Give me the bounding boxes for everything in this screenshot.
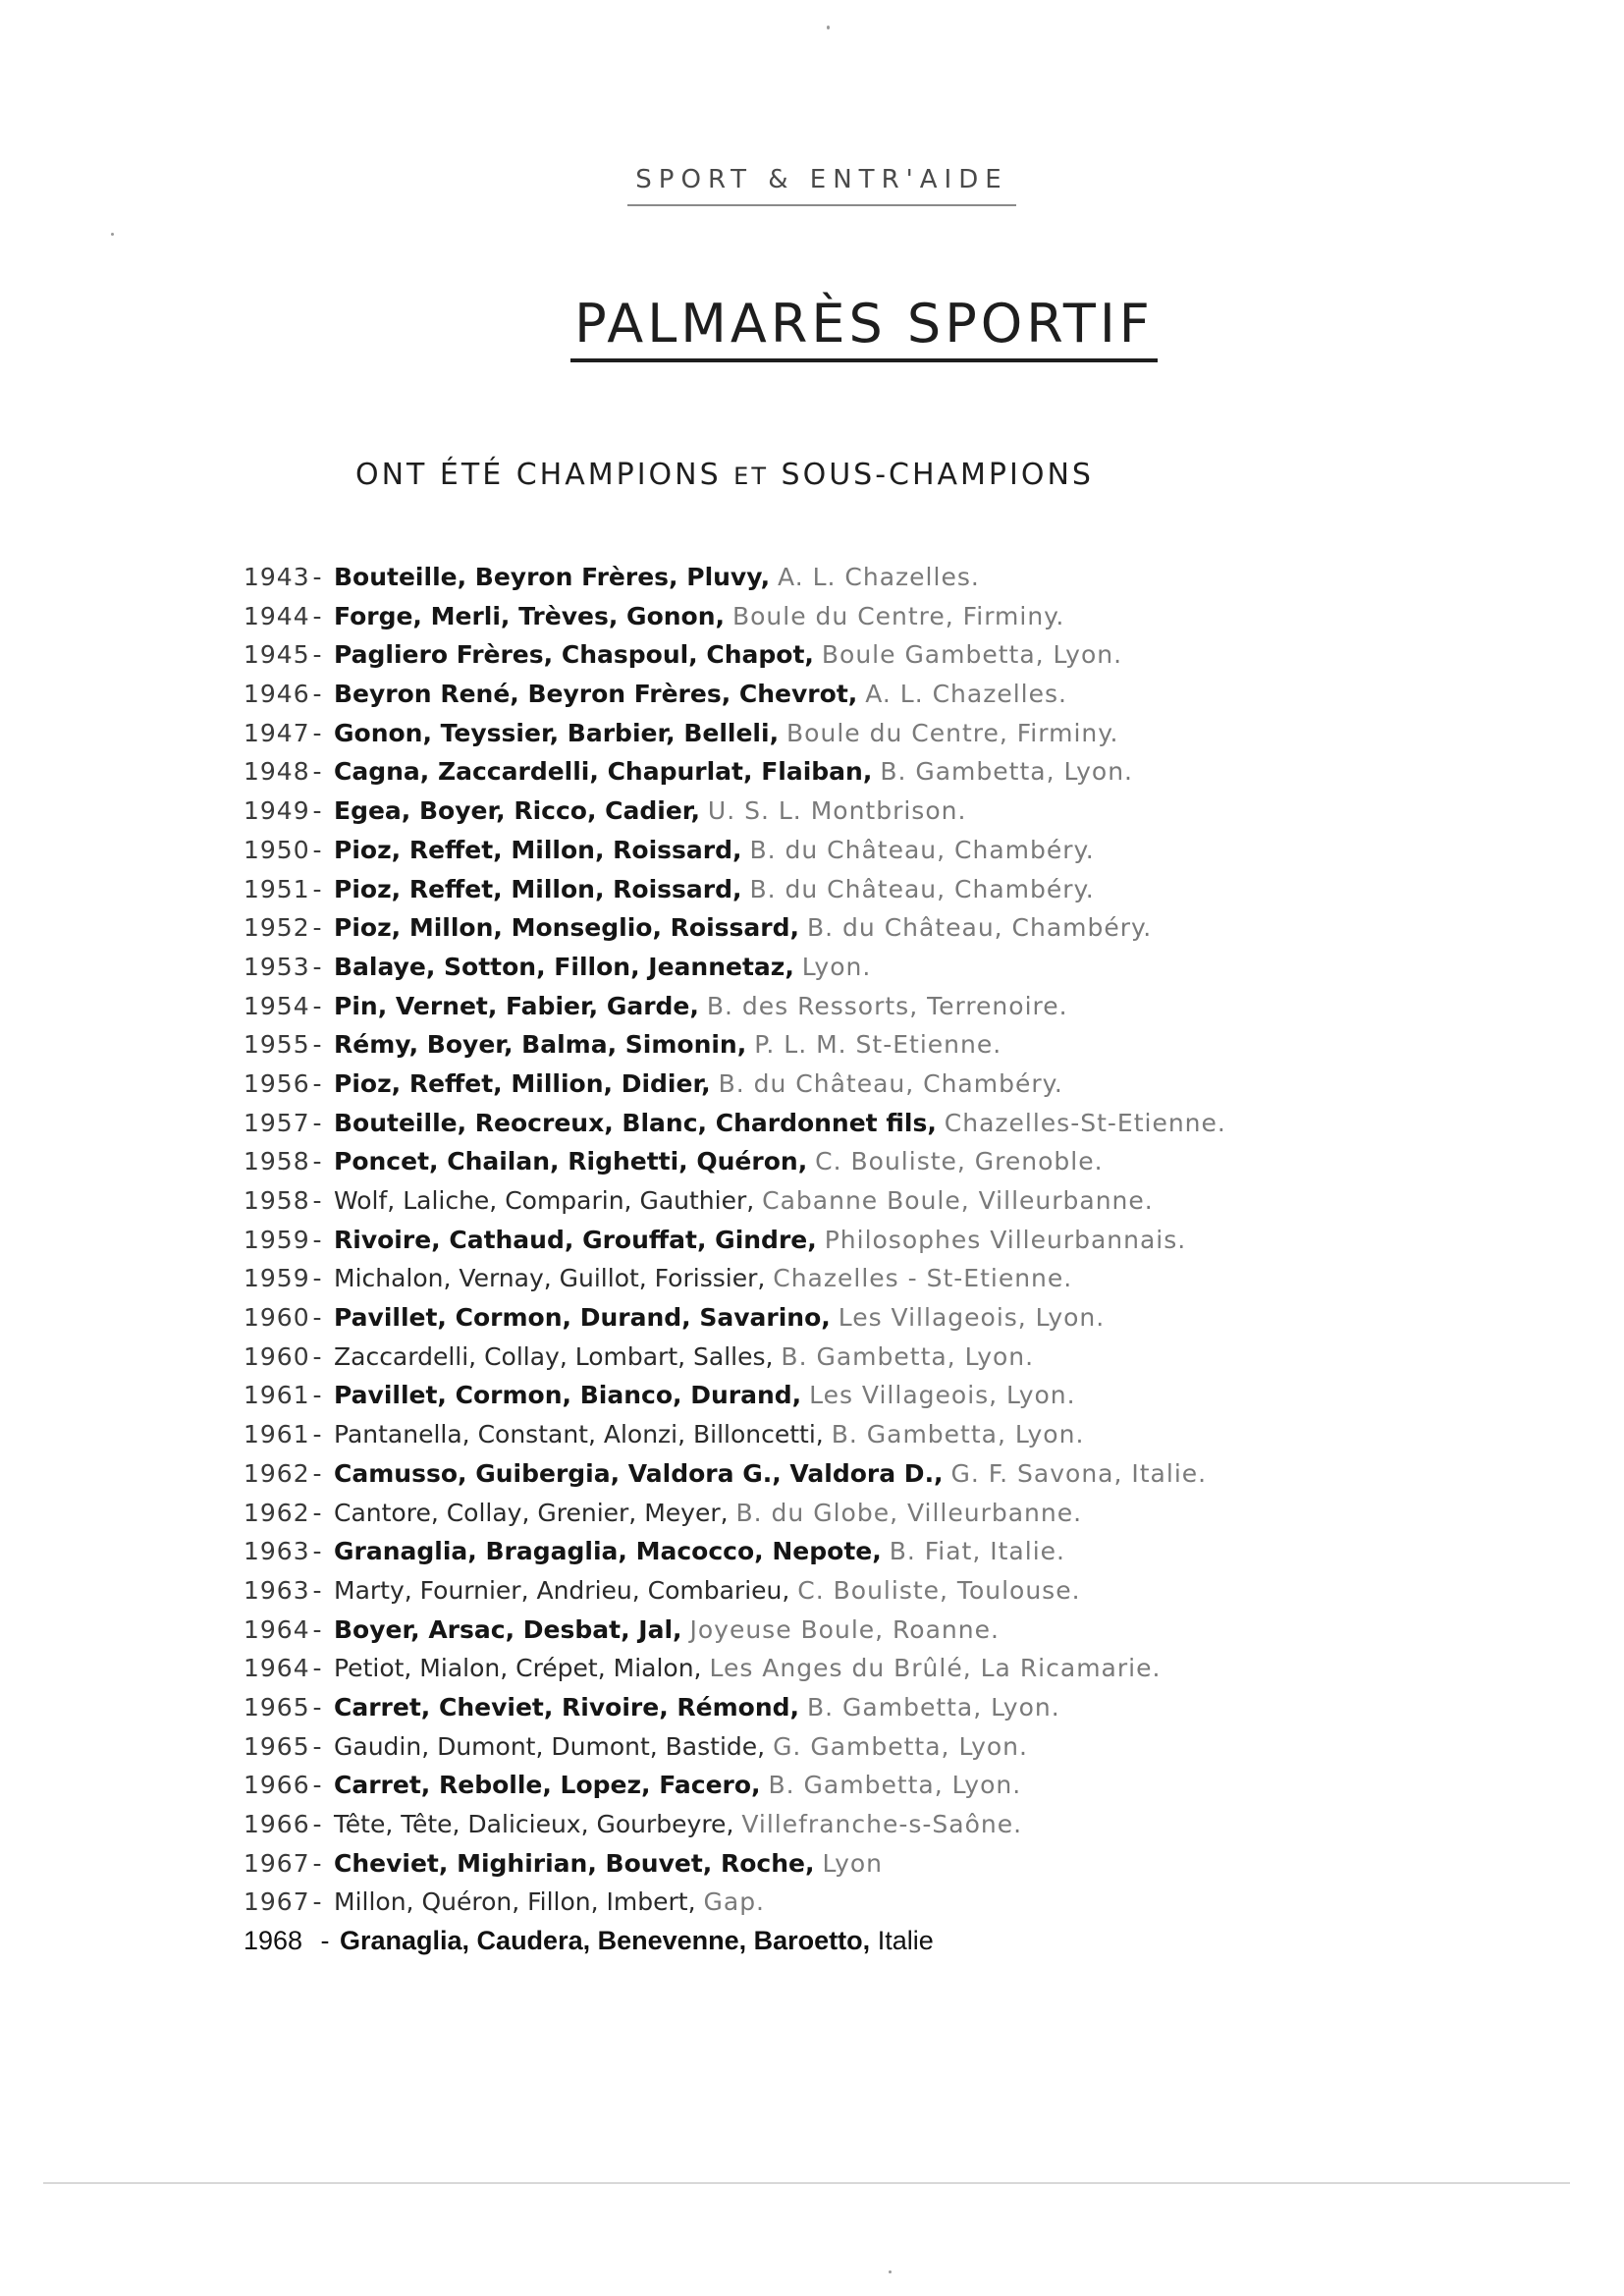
- result-separator: -: [312, 913, 322, 943]
- result-row: [244, 908, 1471, 948]
- result-team-names: Bouteille, Reocreux, Blanc, Chardonnet fils,: [334, 1108, 937, 1137]
- result-team-names: Egea, Boyer, Ricco, Cadier,: [334, 796, 700, 826]
- result-club: B. Gambetta, Lyon.: [806, 1692, 1060, 1722]
- result-separator: -: [312, 1108, 322, 1137]
- result-row: [244, 1494, 1471, 1533]
- result-row: [244, 870, 1471, 909]
- result-team-names: Michalon, Vernay, Guillot, Forissier,: [334, 1264, 766, 1293]
- result-club: Lyon: [822, 1848, 884, 1878]
- result-team-names: Gonon, Teyssier, Barbier, Belleli,: [334, 718, 780, 747]
- result-club: U. S. L. Montbrison.: [707, 796, 967, 826]
- result-club: B. du Château, Chambéry.: [749, 874, 1095, 903]
- result-club: Boule du Centre, Firminy.: [731, 601, 1065, 630]
- result-row: [244, 1181, 1471, 1221]
- result-separator: -: [312, 1575, 322, 1605]
- result-year: 1962: [244, 1498, 310, 1527]
- result-team-names: Pantanella, Constant, Alonzi, Billoncetti,: [334, 1420, 824, 1449]
- result-row: [244, 635, 1471, 675]
- result-row: [244, 1104, 1471, 1143]
- result-row: [244, 1415, 1471, 1454]
- result-row: [244, 752, 1471, 792]
- result-separator: -: [312, 1420, 322, 1449]
- result-club: B. Gambetta, Lyon.: [831, 1420, 1085, 1449]
- result-separator: -: [312, 835, 322, 864]
- result-team-names: Bouteille, Beyron Frères, Pluvy,: [334, 563, 771, 591]
- result-separator: -: [312, 1030, 322, 1060]
- title-block: [0, 293, 1624, 362]
- result-year: 1957: [244, 1108, 310, 1137]
- result-row: [244, 1532, 1471, 1571]
- result-row: [244, 1298, 1471, 1338]
- result-separator: -: [312, 757, 322, 787]
- result-row: [244, 714, 1471, 753]
- result-separator: -: [312, 1731, 322, 1761]
- result-separator: -: [312, 1692, 322, 1722]
- scan-speck: [889, 2270, 892, 2273]
- result-row: [244, 1611, 1471, 1650]
- result-year: 1959: [244, 1225, 310, 1254]
- result-separator: -: [312, 1381, 322, 1410]
- result-club: Boule Gambetta, Lyon.: [821, 640, 1123, 670]
- result-separator: -: [312, 1458, 322, 1488]
- result-year: 1947: [244, 718, 310, 747]
- result-year: 1943: [244, 563, 310, 591]
- result-club: Les Villageois, Lyon.: [809, 1381, 1076, 1410]
- page-bottom-rule: [43, 2182, 1570, 2184]
- result-row: [244, 792, 1471, 831]
- result-row: [244, 1805, 1471, 1844]
- result-row: [244, 948, 1471, 987]
- result-club: B. du Château, Chambéry.: [806, 913, 1153, 943]
- result-team-names: Cagna, Zaccardelli, Chapurlat, Flaiban,: [334, 757, 873, 787]
- result-separator: -: [312, 796, 322, 826]
- result-year: 1964: [244, 1614, 310, 1644]
- result-row: [244, 1025, 1471, 1065]
- results-list: [244, 558, 1471, 1961]
- result-separator: -: [312, 874, 322, 903]
- result-year: 1948: [244, 757, 310, 787]
- result-year: 1958: [244, 1186, 310, 1215]
- result-year: 1960: [244, 1303, 310, 1333]
- result-separator: -: [312, 1614, 322, 1644]
- result-team-names: Pioz, Millon, Monseglio, Roissard,: [334, 913, 800, 943]
- result-team-names: Pavillet, Cormon, Bianco, Durand,: [334, 1381, 802, 1410]
- result-club: G. F. Savona, Italie.: [950, 1458, 1208, 1488]
- result-row: [244, 1649, 1471, 1688]
- result-year: 1950: [244, 835, 310, 864]
- result-row: [244, 1688, 1471, 1727]
- result-club: P. L. M. St-Etienne.: [754, 1030, 1002, 1060]
- result-separator: -: [312, 601, 322, 630]
- scan-speck: [827, 26, 830, 29]
- result-year: 1959: [244, 1264, 310, 1293]
- result-club: Italie: [877, 1926, 934, 1956]
- result-team-names: Granaglia, Caudera, Benevenne, Baroetto,: [340, 1926, 871, 1956]
- result-row: [244, 1571, 1471, 1611]
- result-separator: -: [312, 1537, 322, 1566]
- result-club: Lyon.: [801, 952, 872, 981]
- result-row: [244, 597, 1471, 636]
- result-club: Chazelles-St-Etienne.: [944, 1108, 1226, 1137]
- result-separator: -: [312, 1887, 322, 1917]
- result-row: [244, 987, 1471, 1026]
- subtitle-part-2: ET: [733, 463, 769, 490]
- result-separator: -: [312, 1225, 322, 1254]
- result-year: 1954: [244, 991, 310, 1020]
- result-year: 1956: [244, 1068, 310, 1098]
- result-year: 1968: [244, 1926, 303, 1956]
- result-club: A. L. Chazelles.: [778, 563, 980, 591]
- result-club: Philosophes Villeurbannais.: [824, 1225, 1187, 1254]
- result-year: 1946: [244, 680, 310, 709]
- subtitle: [355, 458, 1337, 492]
- result-row: [244, 1259, 1471, 1298]
- result-row: [244, 1376, 1471, 1415]
- result-club: Gap.: [703, 1887, 766, 1917]
- result-separator: -: [312, 563, 322, 591]
- result-year: 1944: [244, 601, 310, 630]
- result-separator: -: [312, 680, 322, 709]
- result-team-names: Carret, Rebolle, Lopez, Facero,: [334, 1771, 761, 1800]
- result-year: 1949: [244, 796, 310, 826]
- result-year: 1965: [244, 1692, 310, 1722]
- result-team-names: Pioz, Reffet, Millon, Roissard,: [334, 835, 742, 864]
- page-title: PALMARÈS SPORTIF: [570, 293, 1158, 362]
- kicker-heading: SPORT & ENTR'AIDE: [627, 165, 1015, 206]
- result-year: 1962: [244, 1458, 310, 1488]
- result-team-names: Pioz, Reffet, Millon, Roissard,: [334, 874, 742, 903]
- result-year: 1966: [244, 1771, 310, 1800]
- scan-speck: [111, 233, 114, 236]
- result-separator: -: [312, 1771, 322, 1800]
- result-separator: -: [312, 1264, 322, 1293]
- result-separator: -: [312, 1068, 322, 1098]
- result-team-names: Zaccardelli, Collay, Lombart, Salles,: [334, 1341, 774, 1371]
- result-team-names: Wolf, Laliche, Comparin, Gauthier,: [334, 1186, 755, 1215]
- result-separator: -: [312, 952, 322, 981]
- result-club: Joyeuse Boule, Roanne.: [689, 1614, 1000, 1644]
- result-year: 1955: [244, 1030, 310, 1060]
- result-year: 1963: [244, 1537, 310, 1566]
- result-club: B. Gambetta, Lyon.: [768, 1771, 1022, 1800]
- result-row: [244, 675, 1471, 714]
- result-year: 1952: [244, 913, 310, 943]
- result-separator: -: [312, 640, 322, 670]
- result-team-names: Gaudin, Dumont, Dumont, Bastide,: [334, 1731, 766, 1761]
- result-team-names: Marty, Fournier, Andrieu, Combarieu,: [334, 1575, 790, 1605]
- result-year: 1967: [244, 1887, 310, 1917]
- result-team-names: Pin, Vernet, Fabier, Garde,: [334, 991, 699, 1020]
- subtitle-part-3: SOUS-CHAMPIONS: [769, 458, 1094, 492]
- result-row: [244, 1338, 1471, 1377]
- result-club: Les Villageois, Lyon.: [838, 1303, 1106, 1333]
- result-team-names: Millon, Quéron, Fillon, Imbert,: [334, 1887, 696, 1917]
- result-row: [244, 1727, 1471, 1767]
- result-separator: -: [312, 1810, 322, 1838]
- result-year: 1961: [244, 1420, 310, 1449]
- result-year: 1967: [244, 1848, 310, 1878]
- result-year: 1953: [244, 952, 310, 981]
- result-year: 1963: [244, 1575, 310, 1605]
- result-club: B. Fiat, Italie.: [889, 1537, 1065, 1566]
- result-team-names: Carret, Cheviet, Rivoire, Rémond,: [334, 1692, 800, 1722]
- result-club: C. Bouliste, Toulouse.: [797, 1575, 1081, 1605]
- result-row: [244, 1766, 1471, 1805]
- result-team-names: Pioz, Reffet, Million, Didier,: [334, 1068, 711, 1098]
- result-club: Chazelles - St-Etienne.: [773, 1264, 1073, 1293]
- result-year: 1951: [244, 874, 310, 903]
- result-team-names: Rémy, Boyer, Balma, Simonin,: [334, 1030, 747, 1060]
- result-team-names: Cantore, Collay, Grenier, Meyer,: [334, 1498, 729, 1527]
- result-team-names: Boyer, Arsac, Desbat, Jal,: [334, 1614, 682, 1644]
- result-team-names: Cheviet, Mighirian, Bouvet, Roche,: [334, 1848, 815, 1878]
- result-club: B. du Château, Chambéry.: [749, 835, 1095, 864]
- result-team-names: Forge, Merli, Trèves, Gonon,: [334, 601, 726, 630]
- result-separator: -: [312, 1341, 322, 1371]
- result-club: Villefranche-s-Saône.: [741, 1810, 1023, 1838]
- result-team-names: Granaglia, Bragaglia, Macocco, Nepote,: [334, 1537, 882, 1566]
- result-row: [244, 831, 1471, 870]
- result-separator: -: [312, 1654, 322, 1683]
- result-row: [244, 558, 1471, 597]
- result-row: [244, 1142, 1471, 1181]
- result-club: G. Gambetta, Lyon.: [773, 1731, 1028, 1761]
- result-separator: -: [312, 1848, 322, 1878]
- result-separator: -: [312, 1303, 322, 1333]
- result-club: B. Gambetta, Lyon.: [781, 1341, 1035, 1371]
- result-club: B. Gambetta, Lyon.: [880, 757, 1133, 787]
- result-separator: -: [312, 718, 322, 747]
- result-row: [244, 1221, 1471, 1260]
- header: [0, 165, 1624, 206]
- result-row: [244, 1883, 1471, 1922]
- result-row: [244, 1922, 1471, 1961]
- result-team-names: Poncet, Chailan, Righetti, Quéron,: [334, 1147, 808, 1176]
- result-year: 1965: [244, 1731, 310, 1761]
- result-separator: -: [312, 1498, 322, 1527]
- result-separator: -: [312, 1147, 322, 1176]
- result-row: [244, 1065, 1471, 1104]
- result-row: [244, 1844, 1471, 1884]
- result-team-names: Tête, Tête, Dalicieux, Gourbeyre,: [334, 1810, 734, 1838]
- result-team-names: Petiot, Mialon, Crépet, Mialon,: [334, 1654, 702, 1683]
- result-club: C. Bouliste, Grenoble.: [815, 1147, 1104, 1176]
- result-club: B. des Ressorts, Terrenoire.: [706, 991, 1068, 1020]
- result-club: Boule du Centre, Firminy.: [786, 718, 1119, 747]
- result-club: B. du Globe, Villeurbanne.: [735, 1498, 1083, 1527]
- result-year: 1958: [244, 1147, 310, 1176]
- result-club: B. du Château, Chambéry.: [718, 1068, 1063, 1098]
- result-team-names: Beyron René, Beyron Frères, Chevrot,: [334, 680, 858, 709]
- result-separator: -: [312, 991, 322, 1020]
- result-separator: -: [312, 1186, 322, 1215]
- result-team-names: Camusso, Guibergia, Valdora G., Valdora D.,: [334, 1458, 944, 1488]
- result-team-names: Pagliero Frères, Chaspoul, Chapot,: [334, 640, 814, 670]
- result-team-names: Balaye, Sotton, Fillon, Jeannetaz,: [334, 952, 794, 981]
- result-year: 1960: [244, 1341, 310, 1371]
- result-club: A. L. Chazelles.: [865, 680, 1067, 709]
- result-row: [244, 1454, 1471, 1494]
- result-year: 1961: [244, 1381, 310, 1410]
- result-year: 1964: [244, 1654, 310, 1683]
- result-year: 1945: [244, 640, 310, 670]
- result-club: Les Anges du Brûlé, La Ricamarie.: [709, 1654, 1162, 1683]
- result-team-names: Rivoire, Cathaud, Grouffat, Gindre,: [334, 1225, 817, 1254]
- result-team-names: Pavillet, Cormon, Durand, Savarino,: [334, 1303, 831, 1333]
- result-year: 1966: [244, 1810, 310, 1838]
- subtitle-part-1: ONT ÉTÉ CHAMPIONS: [355, 458, 734, 492]
- result-separator: -: [320, 1926, 330, 1956]
- result-club: Cabanne Boule, Villeurbanne.: [762, 1186, 1154, 1215]
